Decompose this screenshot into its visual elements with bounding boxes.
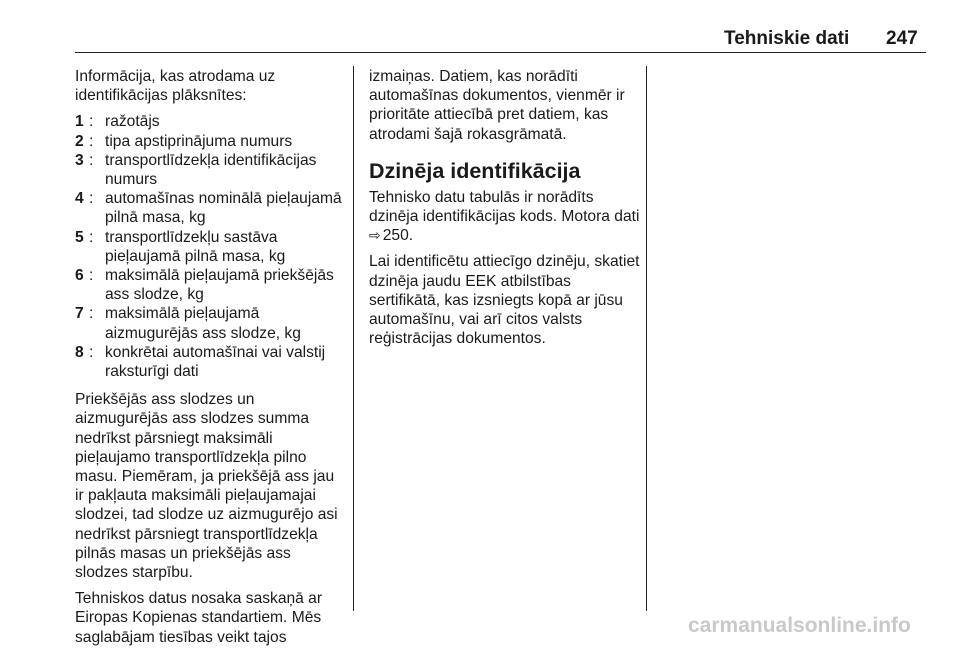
legend-number: 3: [75, 151, 84, 169]
legend-item: [75, 266, 347, 304]
engine-code-paragraph: [369, 188, 641, 246]
section-heading: Dzinēja identifikācija: [369, 158, 581, 183]
cross-reference-link[interactable]: 250.: [382, 227, 414, 245]
legend-separator: :: [89, 228, 94, 246]
legend-text: konkrētai automašīnai vai valstij raksturīgi dati: [105, 343, 326, 381]
legend-item: [75, 304, 347, 342]
legend-number: 7: [75, 305, 84, 323]
legend-item: [75, 112, 347, 131]
legend-separator: :: [89, 113, 94, 131]
legend-separator: :: [89, 190, 94, 208]
legend-number: 4: [75, 190, 84, 208]
legend-item: [75, 343, 347, 381]
legend-text: ražotājs: [105, 113, 160, 131]
axle-load-paragraph: Priekšējās ass slodzes un aizmugurējās ass slodzes summa nedrīkst pārsniegt maksimāli pieļaujamo transportlīdzekļa pilno masu. Piemēram, ja priekšējā ass jau ir pakļauta maksimāli pieļaujamajai slodzei, tad slodze uz aizmugurējo asi nedrīkst pārsniegt transportlīdzekļa pilnās masas un priekšējās ass slodzes starpību.: [75, 391, 338, 582]
legend-item: [75, 151, 347, 189]
header-rule: [75, 52, 926, 53]
legend-separator: :: [89, 305, 94, 323]
section-title: Tehniskie dati: [724, 28, 850, 49]
left-column: [75, 67, 347, 654]
intro-text: Informācija, kas atrodama uz identifikācijas plāksnītes:: [75, 68, 276, 105]
legend-number: 1: [75, 113, 84, 131]
plate-legend: [75, 112, 347, 381]
legend-number: 2: [75, 132, 84, 150]
legend-separator: :: [89, 151, 94, 169]
legend-item: [75, 132, 347, 151]
cross-reference-arrow-icon: ⇨: [369, 227, 381, 244]
page-header: [0, 28, 960, 50]
engine-code-text: Tehnisko datu tabulās ir norādīts dzinēja identifikācijas kods. Motora dati: [369, 188, 640, 226]
legend-item: [75, 189, 347, 227]
legend-number: 6: [75, 267, 84, 285]
legend-text: transportlīdzekļa identifikācijas numurs: [105, 151, 317, 189]
column-divider-right: [646, 66, 647, 611]
legend-text: tipa apstiprinājuma numurs: [105, 132, 293, 150]
legend-separator: :: [89, 267, 94, 285]
legend-number: 5: [75, 228, 84, 246]
watermark: carmanualsonline.info: [688, 614, 911, 637]
legend-text: transportlīdzekļu sastāva pieļaujamā pilnā masa, kg: [105, 228, 286, 265]
legend-separator: :: [89, 343, 94, 361]
legend-text: automašīnas nominālā pieļaujamā pilnā masa, kg: [105, 190, 342, 227]
page-number: 247: [886, 28, 918, 49]
standards-paragraph: Tehniskos datus nosaka saskaņā ar Eiropas Kopienas standartiem. Mēs saglabājam tiesības veikt tajos: [75, 590, 323, 646]
middle-column: [369, 67, 641, 355]
legend-text: maksimālā pieļaujamā priekšējās ass slodze, kg: [105, 267, 334, 304]
column-divider-left: [353, 66, 354, 611]
legend-separator: :: [89, 132, 94, 150]
legend-number: 8: [75, 343, 84, 361]
continuation-paragraph: izmaiņas. Datiem, kas norādīti automašīnas dokumentos, vienmēr ir prioritāte attiecībā pret datiem, kas atrodami šajā rokasgrāmatā.: [369, 68, 625, 143]
engine-identification-paragraph: Lai identificētu attiecīgo dzinēju, skatiet dzinēja jaudu EEK atbilstības sertifikātā, kas izsniegts kopā ar jūsu automašīnu, vai arī citos valsts reģistrācijas dokumentos.: [369, 253, 640, 348]
legend-text: maksimālā pieļaujamā aizmugurējās ass slodze, kg: [105, 305, 301, 342]
legend-item: [75, 228, 347, 266]
